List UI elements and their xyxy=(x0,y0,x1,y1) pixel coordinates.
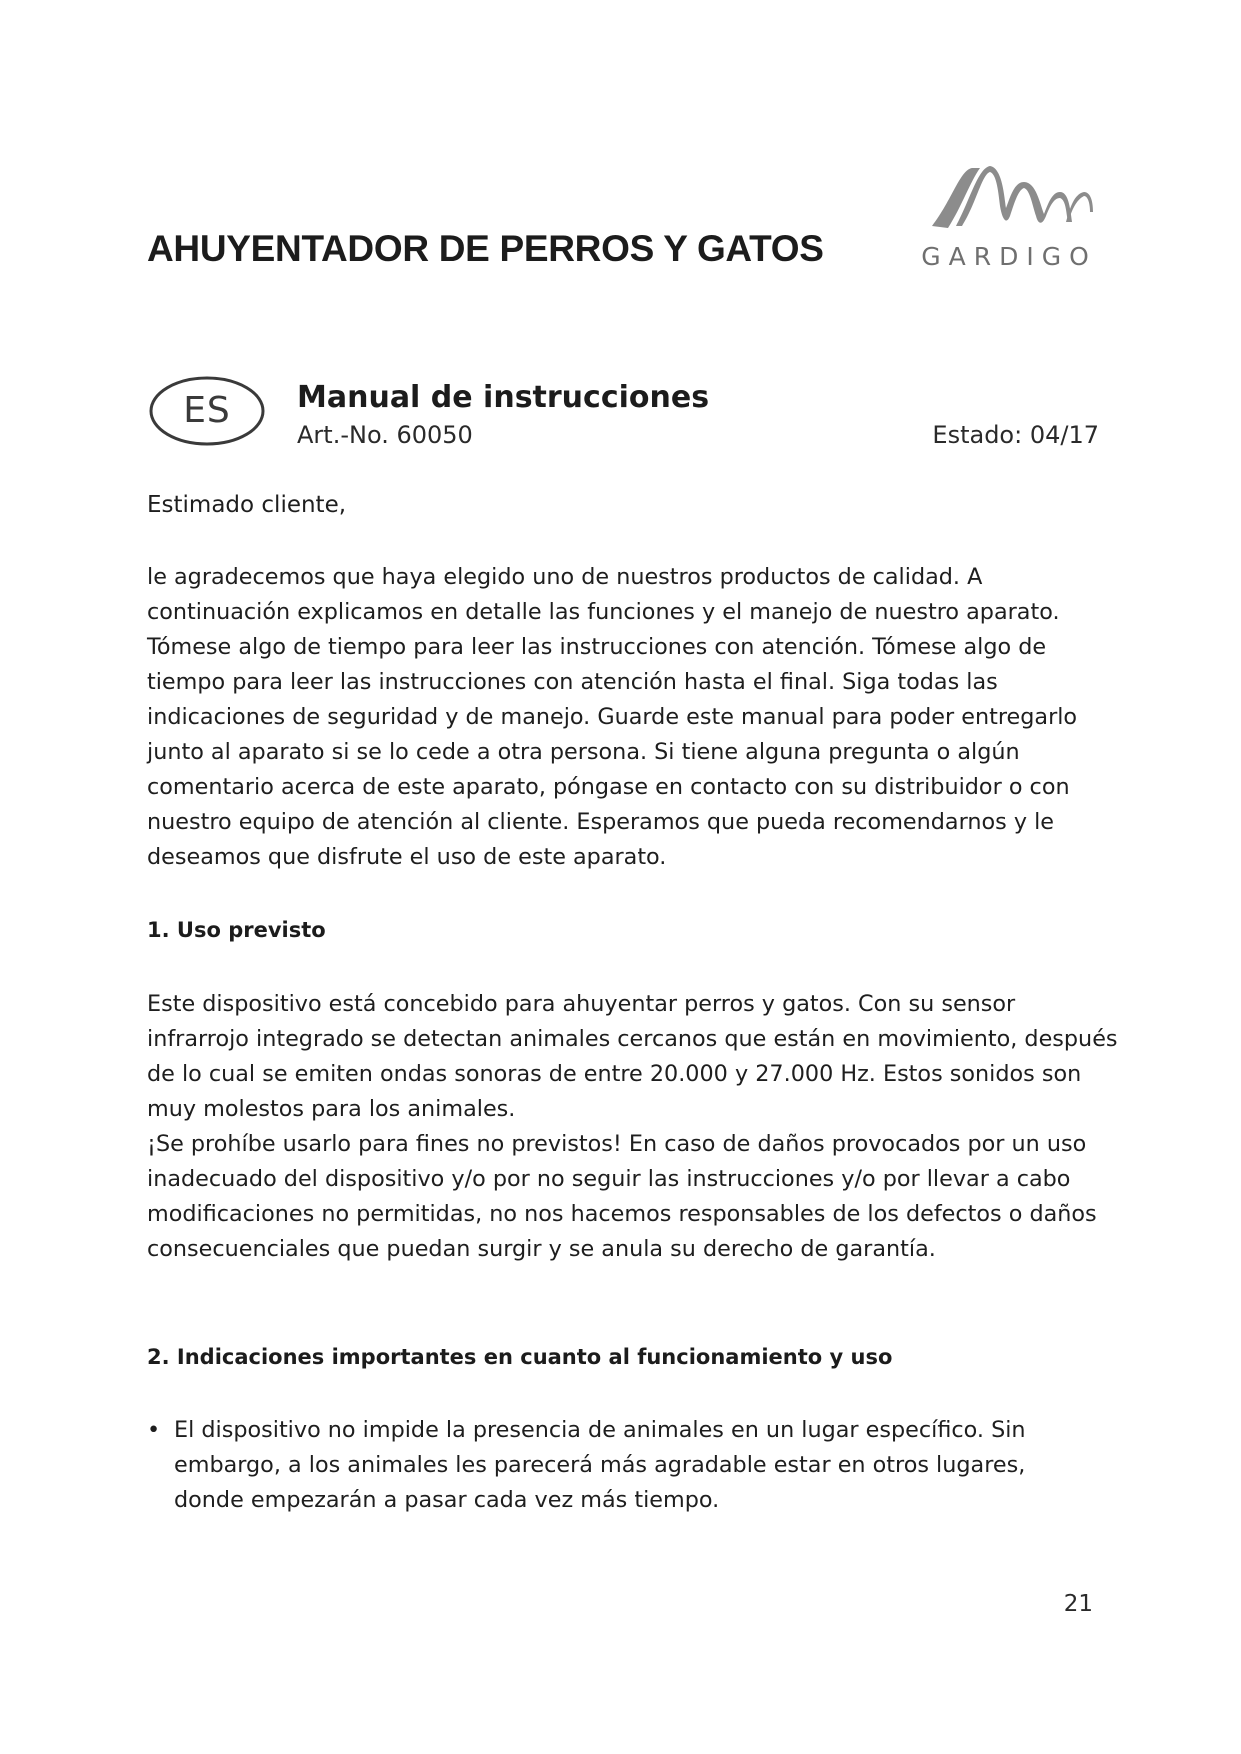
section-1-heading: 1. Uso previsto xyxy=(147,918,326,942)
wave-logo-icon xyxy=(918,160,1100,240)
section-2-bullet-list xyxy=(147,1413,1087,1518)
article-number: Art.-No. 60050 xyxy=(297,421,473,449)
document-status: Estado: 04/17 xyxy=(932,421,1099,449)
list-item xyxy=(147,1413,1087,1518)
bullet-icon: • xyxy=(147,1417,161,1443)
manual-title: Manual de instrucciones xyxy=(297,380,710,415)
greeting: Estimado cliente, xyxy=(147,492,347,518)
gardigo-logo xyxy=(918,160,1100,276)
section-1-paragraph-1: Este dispositivo está concebido para ahuyentar perros y gatos. Con su sensor infrarrojo integrado se detectan animales cercanos que están en movimiento, después de lo cual se emiten ondas sonoras de entre 20.000 y 27.000 Hz. Estos sonidos son muy molestos para los animales. xyxy=(147,991,1118,1122)
brand-name: GARDIGO xyxy=(921,242,1097,271)
bullet-text: El dispositivo no impide la presencia de animales en un lugar específico. Sin embargo, a los animales les parecerá más agradable estar en otros lugares, donde empezarán a pasar cada vez más tiempo. xyxy=(174,1417,1026,1513)
section-1-paragraph-2: ¡Se prohíbe usarlo para fines no previstos! En caso de daños provocados por un uso inadecuado del dispositivo y/o por no seguir las instrucciones y/o por llevar a cabo modificaciones no permitidas, no nos hacemos responsables de los defectos o daños consecuenciales que puedan surgir y se anula su derecho de garantía. xyxy=(147,1131,1097,1262)
intro-paragraph: le agradecemos que haya elegido uno de nuestros productos de calidad. A continuación explicamos en detalle las funciones y el manejo de nuestro aparato. Tómese algo de tiempo para leer las instrucciones con atención. Tómese algo de tiempo para leer las instrucciones con atención hasta el final. Siga todas las indicaciones de seguridad y de manejo. Guarde este manual para poder entregarlo junto al aparato si se lo cede a otra persona. Si tiene alguna pregunta o algún comentario acerca de este aparato, póngase en contacto con su distribuidor o con nuestro equipo de atención al cliente. Esperamos que pueda recomendarnos y le deseamos que disfrute el uso de este aparato. xyxy=(147,564,1078,870)
language-badge xyxy=(148,375,266,447)
language-code: ES xyxy=(183,390,231,431)
page-number: 21 xyxy=(1063,1591,1093,1617)
section-2-heading: 2. Indicaciones importantes en cuanto al funcionamiento y uso xyxy=(147,1345,893,1369)
document-title: AHUYENTADOR DE PERROS Y GATOS xyxy=(147,228,824,269)
